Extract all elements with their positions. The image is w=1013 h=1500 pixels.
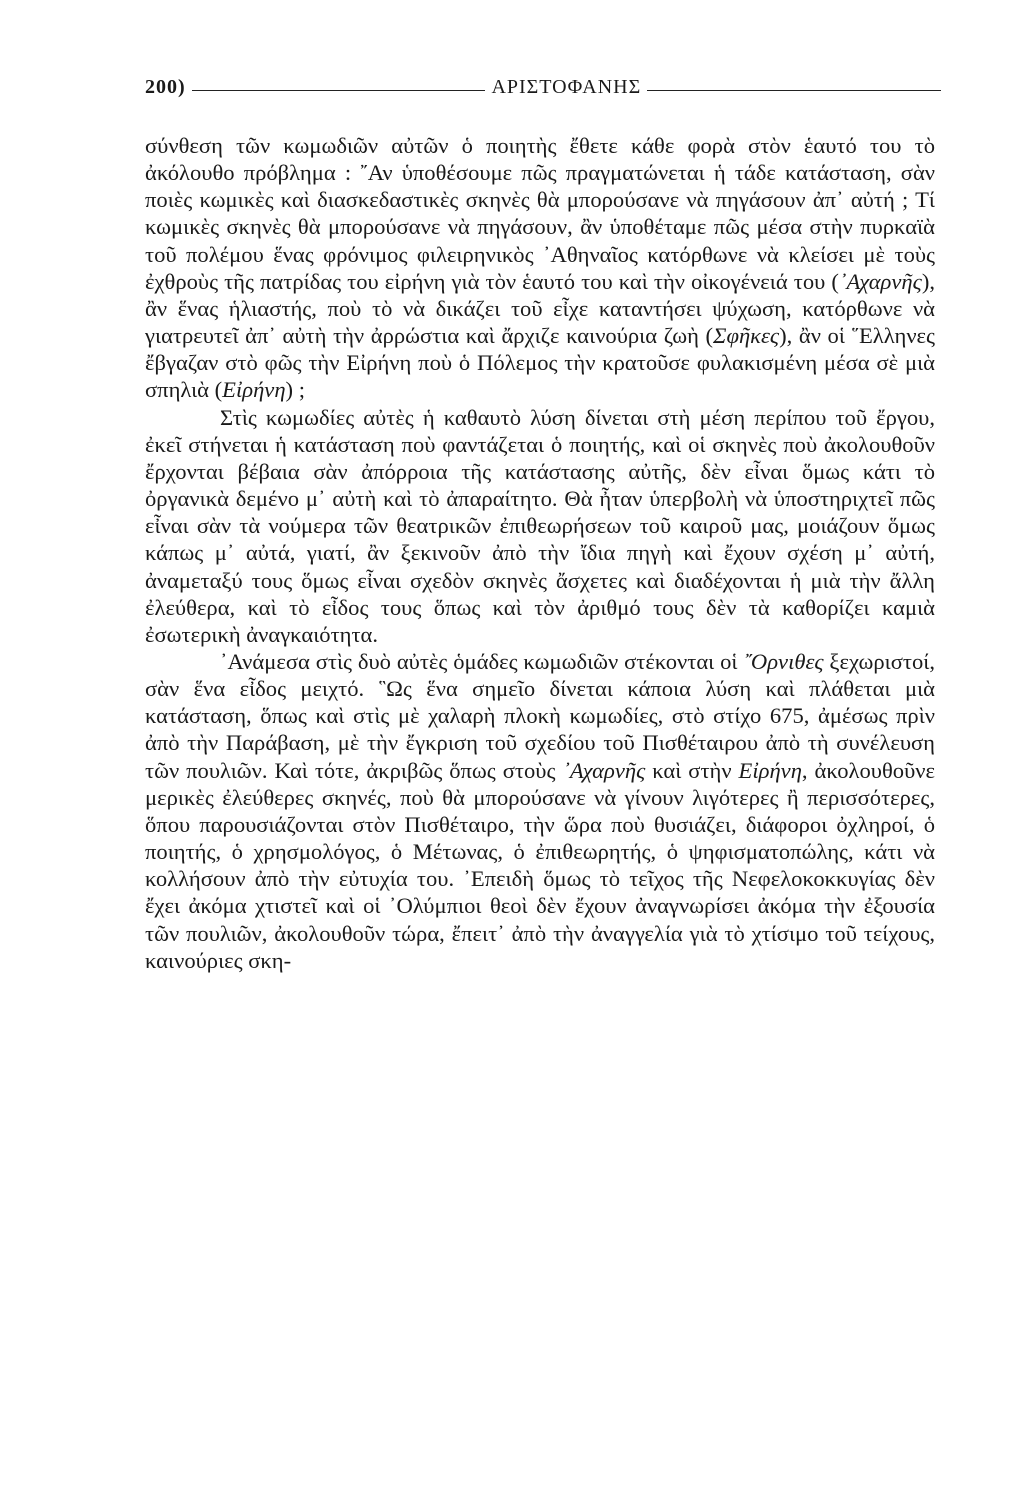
text-segment: ξεχωριστοί, σὰν ἕνα εἶδος μειχτό. ῝Ως ἕνα σημεῖο δίνεται κάποια λύση καὶ πλάθεται μιὰ κατάσταση, ὅπως καὶ στὶς μὲ χαλαρὴ πλοκὴ κωμωδίες, στὸ στίχο 675, ἀμέσως πρὶν ἀπὸ τὴν Παράβαση, μὲ τὴν ἔγκριση τοῦ σχεδίου τοῦ Πισθέταιρου ἀπὸ τὴ συνέλευση τῶν πουλιῶν. Καὶ τότε, ἀκριβῶς ὅπως στοὺς [145, 648, 935, 783]
text-segment: ), ἂν οἱ ῞Ελληνες ἔβγαζαν στὸ φῶς τὴν Εἰρήνη ποὺ ὁ Πόλεμος τὴν κρατοῦσε φυλακισμένη μέσα σὲ μιὰ σπηλιὰ ( [145, 323, 935, 403]
text-segment: Στὶς κωμωδίες αὐτὲς ἡ καθαυτὸ λύση δίνεται στὴ μέση περίπου τοῦ ἔργου, ἐκεῖ στήνεται ἡ κατάσταση ποὺ φαντάζεται ὁ ποιητής, καὶ οἱ σκηνὲς ποὺ ἀκολουθοῦν ἔρχονται βέβαια σὰν ἀπόρροια τῆς κατάστασης αὐτῆς, δὲν εἶναι ὅμως κάτι τὸ ὀργανικὰ δεμένο μ᾽ αὐτὴ καὶ τὸ ἀπαραίτητο. Θὰ ἦταν ὑπερβολὴ νὰ ὑποστηριχτεῖ πῶς εἶναι σὰν τὰ νούμερα τῶν θεατρικῶν ἐπιθεωρήσεων τοῦ καιροῦ μας, μοιάζουν ὅμως κάπως μ᾽ αὐτά, γιατί, ἂν ξεκινοῦν ἀπὸ τὴν ἴδια πηγὴ καὶ ἔχουν σχέση μ᾽ αὐτή, ἀναμεταξύ τους ὅμως εἶναι σχεδὸν σκηνὲς ἄσχετες καὶ διαδέχονται ἡ μιὰ τὴν ἄλλη ἐλεύθερα, καὶ τὸ εἶδος τους ὅπως καὶ τὸν ἀριθμό τους δὲν τὰ καθορίζει καμιὰ ἐσωτερικὴ ἀναγκαιότητα. [145, 404, 935, 647]
text-segment: ᾽Ανάμεσα στὶς δυὸ αὐτὲς ὁμάδες κωμωδιῶν στέκονται οἱ [220, 648, 744, 674]
text-segment: ), ἂν ἕνας ἡλιαστής, ποὺ τὸ νὰ δικάζει τοῦ εἶχε καταντήσει ψύχωση, κατόρθωνε νὰ γιατρευτεῖ ἀπ᾽ αὐτὴ τὴν ἀρρώστια καὶ ἄρχιζε καινούρια ζωὴ ( [145, 268, 935, 349]
text-segment: σύνθεση τῶν κωμωδιῶν αὐτῶν ὁ ποιητὴς ἔθετε κάθε φορὰ στὸν ἑαυτό του τὸ ἀκόλουθο πρόβλημα : ῎Αν ὑποθέσουμε πῶς πραγματώνεται ἡ τάδε κατάσταση, σὰν ποιὲς κωμικὲς καὶ διασκεδαστικὲς σκηνὲς θὰ μπορούσανε νὰ πηγάσουν ἀπ᾽ αὐτή ; Τί κωμικὲς σκηνὲς θὰ μπορούσανε νὰ πηγάσουν, ἂν ὑποθέταμε πῶς μέσα στὴν πυρκαϊὰ τοῦ πολέμου ἕνας φρόνιμος φιλειρηνικὸς ᾽Αθηναῖος κατόρθωνε νὰ κλείσει μὲ τοὺς ἐχθροὺς τῆς πατρίδας του εἰρήνη γιὰ τὸν ἑαυτό του καὶ τὴν οἰκογένειά του ( [145, 133, 935, 294]
work-title-acharnians: ᾽Αχαρνῆς [838, 268, 922, 294]
running-title: ΑΡΙΣΤΟΦΑΝΗΣ [491, 75, 642, 98]
header-rule-right [647, 90, 941, 91]
work-title-peace: Εἰρήνη [738, 757, 802, 783]
running-header [145, 72, 947, 102]
paragraph-2 [145, 404, 935, 648]
text-segment: ) ; [285, 377, 305, 403]
header-rule-left [192, 90, 486, 91]
paragraph-1 [145, 132, 935, 404]
work-title-peace: Εἰρήνη [222, 377, 286, 403]
work-title-acharnians: ᾽Αχαρνῆς [562, 757, 646, 783]
paragraph-3 [145, 648, 935, 974]
text-segment: , ἀκολουθοῦνε μερικὲς ἐλεύθερες σκηνές, ποὺ θὰ μπορούσανε νὰ γίνουν λιγότερες ἢ περισσότερες, ὅπου παρουσιάζονται στὸν Πισθέταιρο, τὴν ὥρα ποὺ θυσιάζει, διάφοροι ὀχληροί, ὁ ποιητής, ὁ χρησμολόγος, ὁ Μέτωνας, ὁ ἐπιθεωρητής, ὁ ψηφισματοπώλης, κάτι νὰ κολλήσουν ἀπὸ τὴν εὐτυχία του. ᾽Επειδὴ ὅμως τὸ τεῖχος τῆς Νεφελοκοκκυγίας δὲν ἔχει ἀκόμα χτιστεῖ καὶ οἱ ᾽Ολύμπιοι θεοὶ δὲν ἔχουν ἀναγνωρίσει ἀκόμα τὴν ἐξουσία τῶν πουλιῶν, ἀκολουθοῦν τώρα, ἔπειτ᾽ ἀπὸ τὴν ἀναγγελία γιὰ τὸ χτίσιμο τοῦ τείχους, καινούριες σκη- [145, 757, 935, 973]
work-title-birds: ῎Ορνιθες [743, 648, 824, 674]
text-segment: καὶ στὴν [645, 757, 739, 783]
work-title-wasps: Σφῆκες [713, 323, 780, 349]
body-text [145, 132, 935, 974]
page-number: 200) [145, 75, 186, 98]
